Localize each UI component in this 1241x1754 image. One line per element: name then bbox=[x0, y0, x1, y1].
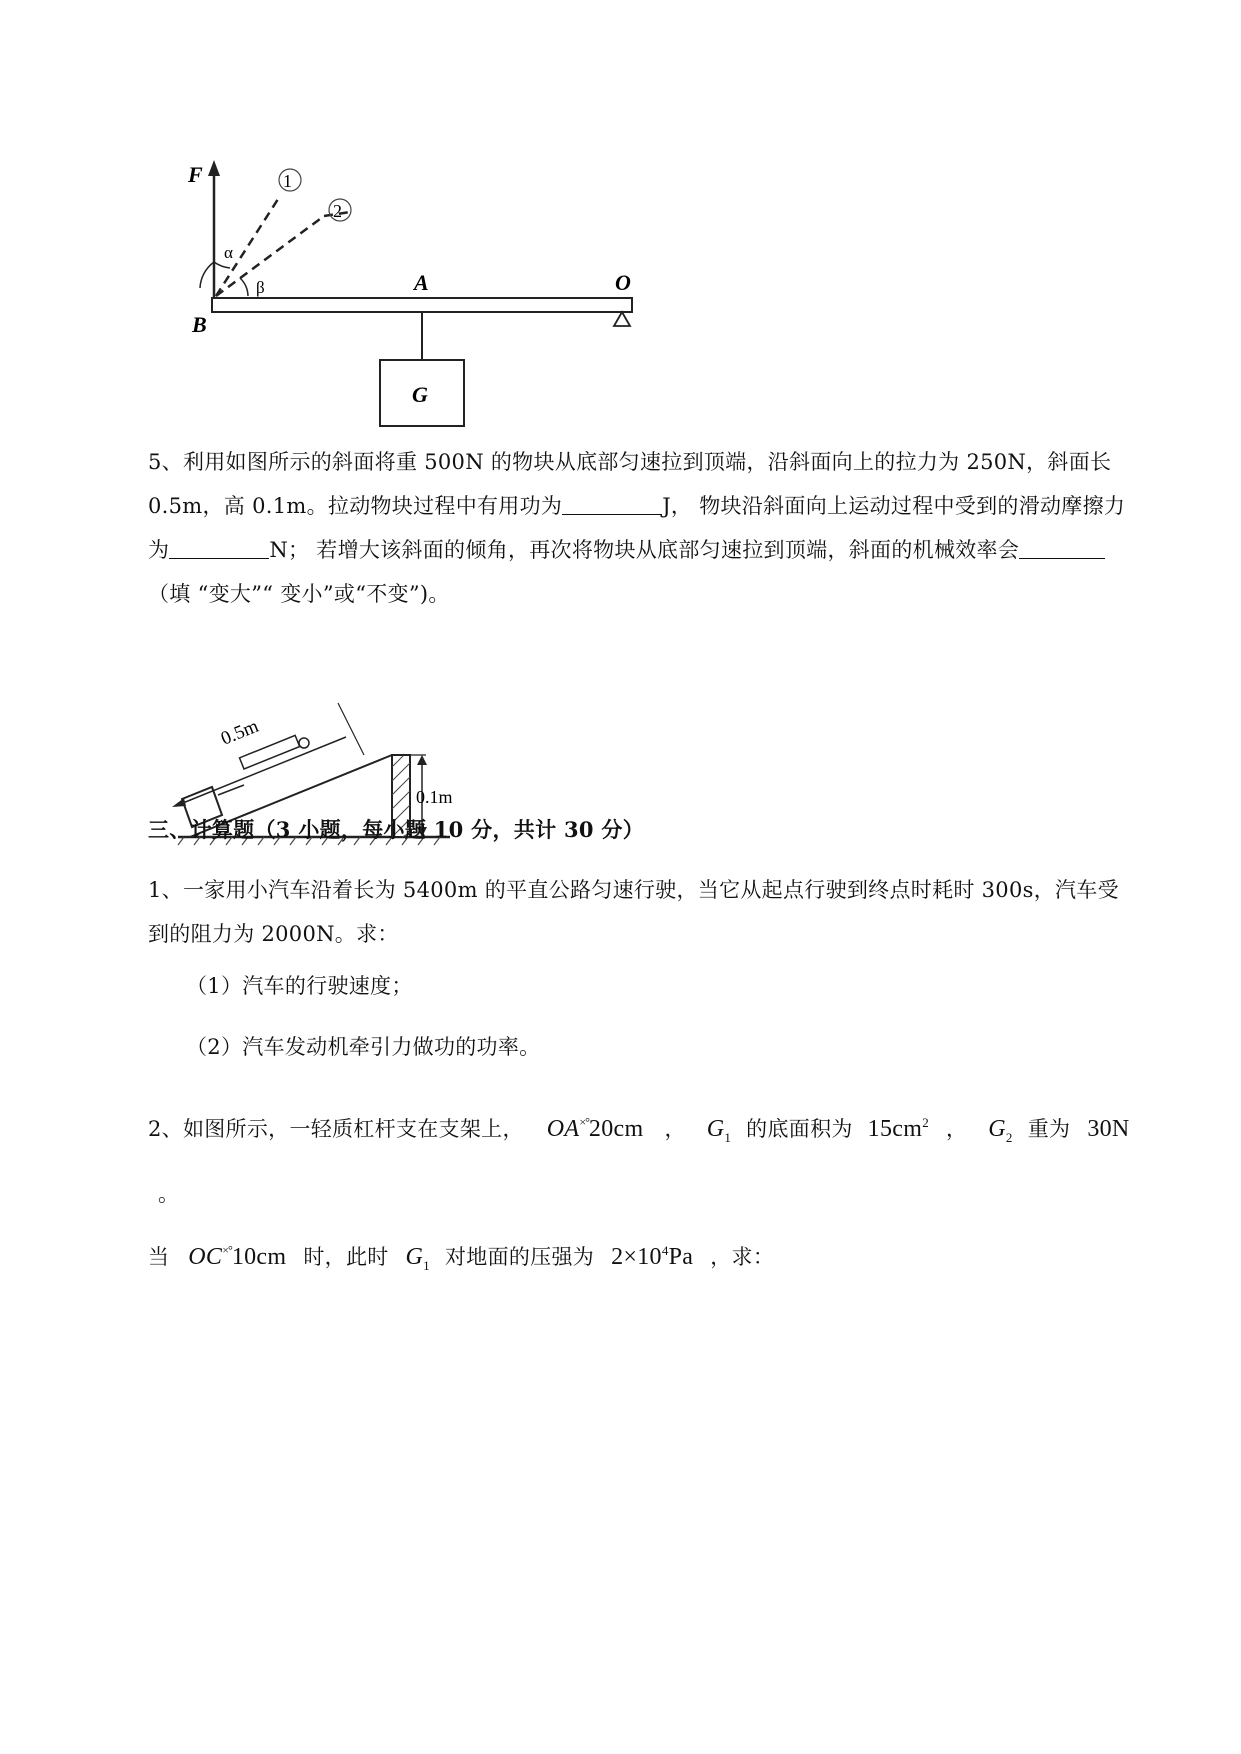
q5-line3 bbox=[148, 528, 1148, 572]
calc1-line2: 到的阻力为 2000N。求： bbox=[148, 922, 399, 946]
height-arrowhead-top bbox=[417, 755, 427, 765]
calc2-line2 bbox=[148, 1222, 1148, 1294]
calc1-sub2: （2）汽车发动机牵引力做功的功率。 bbox=[186, 1035, 541, 1059]
label-B: B bbox=[192, 312, 207, 337]
pressure-number: 2×10 bbox=[611, 1243, 662, 1270]
answer-blank-friction[interactable] bbox=[169, 534, 269, 559]
oa-value: 20cm bbox=[588, 1116, 644, 1142]
force-arrowhead bbox=[208, 160, 220, 176]
calc-question-1 bbox=[148, 868, 1148, 956]
g1-subscript: 1 bbox=[724, 1129, 732, 1145]
calc2-line2-text-2: 时，此时 bbox=[303, 1244, 389, 1269]
g1-letter: G bbox=[706, 1116, 725, 1142]
q5-line2 bbox=[148, 484, 1148, 528]
label-F: F bbox=[188, 162, 203, 187]
alpha-arc bbox=[214, 262, 230, 268]
pressure-exponent: 4 bbox=[661, 1242, 669, 1258]
oc-value: 10cm bbox=[231, 1243, 287, 1270]
q5-line2-post: J， 物块沿斜面向上运动过程中受到的滑动摩擦力 bbox=[662, 494, 1126, 518]
pressure-value bbox=[611, 1244, 693, 1270]
calc1-line1: 1、一家用小汽车沿着长为 5400m 的平直公路匀速行驶，当它从起点行驶到终点时耗时 300s，汽车受 bbox=[148, 878, 1119, 902]
oc-expression bbox=[188, 1244, 286, 1270]
calc2-text-2: ， bbox=[664, 1117, 686, 1141]
calc2-text-3: 的底面积为 bbox=[746, 1117, 853, 1141]
beta-arc bbox=[240, 278, 248, 296]
alpha-arc-left bbox=[200, 262, 214, 288]
calc2-text-4: ， bbox=[945, 1117, 968, 1141]
calc2-text-5: 重为 bbox=[1027, 1117, 1071, 1141]
garbled-glyph: ×° bbox=[579, 1115, 589, 1129]
g1-letter-2: G bbox=[405, 1243, 424, 1270]
calc2-text-1: 2、如图所示，一轻质杠杆支在支架上， bbox=[148, 1117, 524, 1141]
g2-subscript: 2 bbox=[1005, 1129, 1013, 1145]
calc2-line1 bbox=[148, 1094, 1148, 1222]
area-number: 15cm bbox=[867, 1116, 923, 1142]
lever-diagram bbox=[170, 150, 690, 460]
height-label: 0.1m bbox=[416, 787, 453, 807]
length-label: 0.5m bbox=[218, 715, 262, 750]
label-beta: β bbox=[256, 278, 265, 297]
q5-line4: （填 “变大”“ 变小”或“不变”)。 bbox=[148, 582, 450, 606]
calc2-line2-text-1: 当 bbox=[148, 1244, 170, 1269]
oa-expression bbox=[547, 1116, 644, 1142]
length-ext-line bbox=[338, 703, 364, 755]
label-A: A bbox=[414, 270, 429, 295]
q5-line1: 5、利用如图所示的斜面将重 500N 的物块从底部匀速拉到顶端，沿斜面向上的拉力为 250N，斜面长 bbox=[148, 450, 1112, 474]
area-value bbox=[868, 1116, 929, 1142]
g1-symbol bbox=[706, 1116, 732, 1145]
q5-line3-pre: 为 bbox=[148, 538, 170, 562]
length-arrowhead-left bbox=[172, 798, 186, 807]
label-G: G bbox=[412, 382, 428, 407]
answer-blank-efficiency[interactable] bbox=[1019, 534, 1105, 559]
answer-blank-useful-work[interactable] bbox=[562, 490, 662, 515]
length-dimension bbox=[178, 737, 346, 805]
question-5 bbox=[148, 440, 1148, 616]
calc2-line2-text-3: 对地面的压强为 bbox=[444, 1244, 595, 1269]
g2-letter: G bbox=[988, 1116, 1006, 1142]
oa-symbol: OA bbox=[546, 1116, 580, 1142]
g2-symbol bbox=[988, 1116, 1013, 1145]
label-O: O bbox=[615, 270, 631, 295]
calc-question-2 bbox=[148, 1094, 1148, 1294]
garbled-glyph-2: ×° bbox=[222, 1242, 232, 1257]
section-3-heading: 三、计算题（3 小题，每小题 10 分，共计 30 分） bbox=[148, 817, 645, 842]
area-superscript: 2 bbox=[922, 1115, 929, 1130]
label-alpha: α bbox=[224, 243, 233, 262]
calc2-line2-text-4: ，求： bbox=[710, 1244, 775, 1269]
pressure-unit: Pa bbox=[668, 1243, 694, 1270]
g1-subscript-2: 1 bbox=[423, 1257, 430, 1273]
q5-line2-pre: 0.5m，高 0.1m。拉动物块过程中有用功为 bbox=[148, 494, 563, 518]
q5-line3-mid: N； 若增大该斜面的倾角，再次将物块从底部匀速拉到顶端，斜面的机械效率会 bbox=[269, 538, 1020, 562]
calc2-text-6: 。 bbox=[158, 1181, 180, 1206]
oc-symbol: OC bbox=[188, 1243, 223, 1270]
label-2: 2 bbox=[333, 201, 342, 221]
fulcrum bbox=[614, 312, 630, 326]
lever-beam bbox=[212, 298, 632, 312]
calc1-sub1: （1）汽车的行驶速度； bbox=[186, 974, 413, 998]
label-1: 1 bbox=[283, 171, 292, 191]
scale-ring bbox=[299, 738, 309, 748]
g1-symbol-2 bbox=[405, 1243, 430, 1273]
weight-value: 30N bbox=[1087, 1116, 1130, 1142]
